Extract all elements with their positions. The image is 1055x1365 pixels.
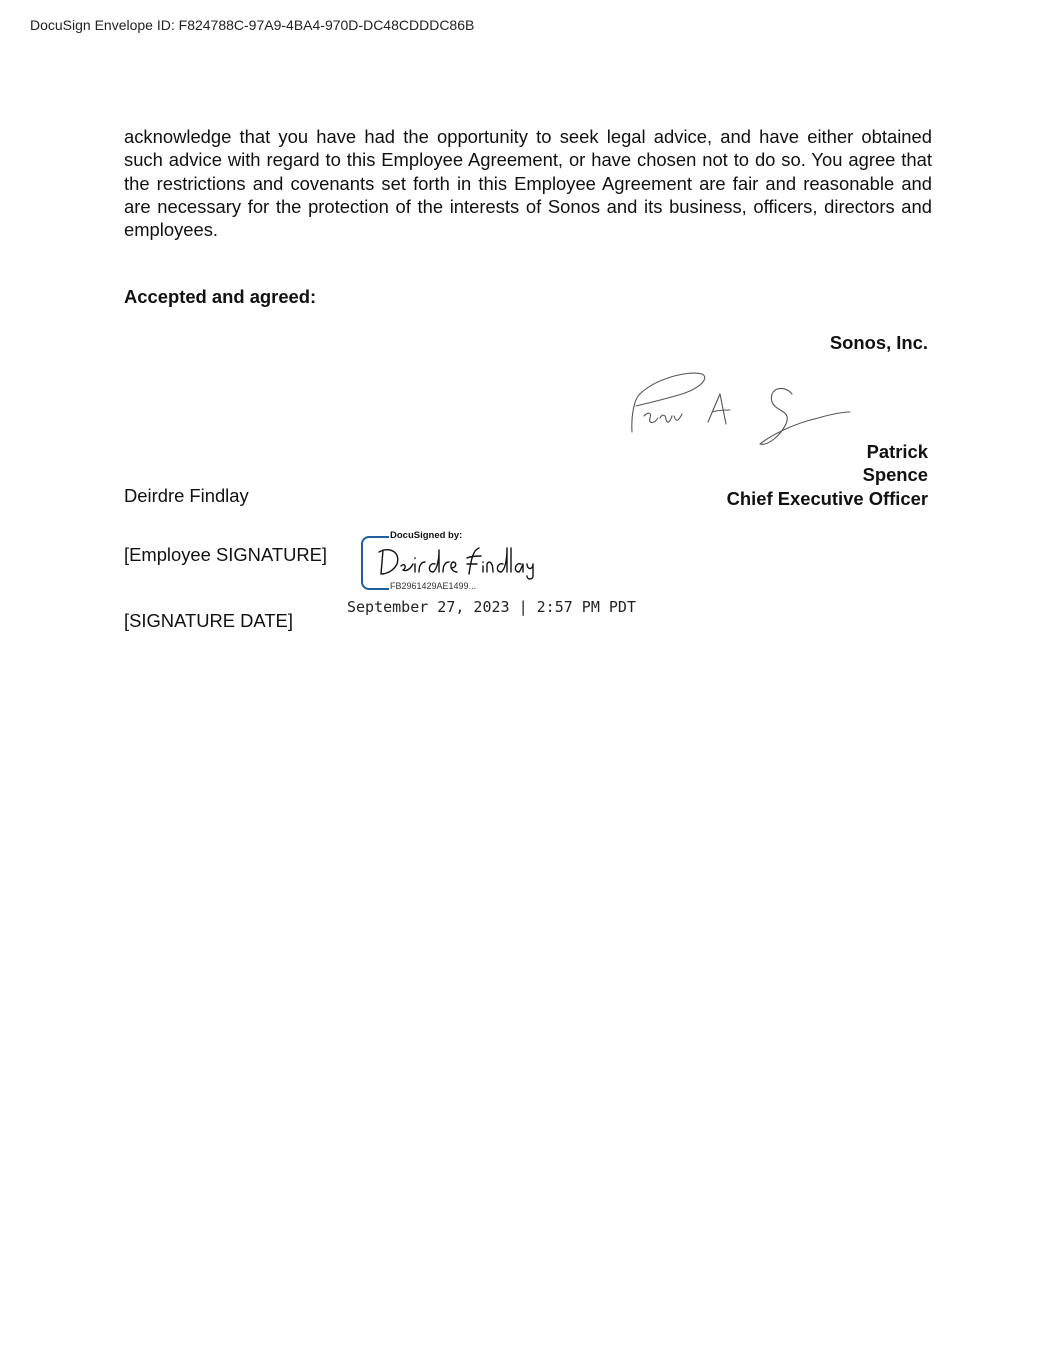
- employee-signature-label: [Employee SIGNATURE]: [124, 544, 328, 565]
- employee-name: Deirdre Findlay: [124, 485, 249, 506]
- signature-date-label: [SIGNATURE DATE]: [124, 610, 293, 631]
- docusign-stamp: [361, 530, 541, 594]
- agreement-paragraph: acknowledge that you have had the opportunity to seek legal advice, and have either obtained such advice with regard to this Employee Agreement, or have chosen not to do so. You agree that the restrictions and covenants set forth in this Employee Agreement are fair and reasonable and are necessary for the protection of the interests of Sonos and its business, officers, directors and employees.: [124, 126, 932, 241]
- ceo-handwritten-signature: [622, 366, 854, 450]
- signed-date: September 27, 2023 | 2:57 PM PDT: [347, 598, 636, 616]
- docusign-header: DocuSigned by:: [390, 530, 463, 541]
- officer-last-name: Spence: [862, 464, 928, 486]
- envelope-id: DocuSign Envelope ID: F824788C-97A9-4BA4-970D-DC48CDDDC86B: [30, 17, 475, 33]
- docusign-signature-id: FB2961429AE1499...: [390, 581, 477, 591]
- company-name: Sonos, Inc.: [829, 332, 928, 353]
- accepted-label: Accepted and agreed:: [124, 286, 317, 307]
- officer-title: Chief Executive Officer: [726, 487, 928, 509]
- employee-handwritten-signature: [375, 540, 535, 580]
- officer-first-name: Patrick: [866, 441, 928, 462]
- officer-block: [727, 440, 928, 510]
